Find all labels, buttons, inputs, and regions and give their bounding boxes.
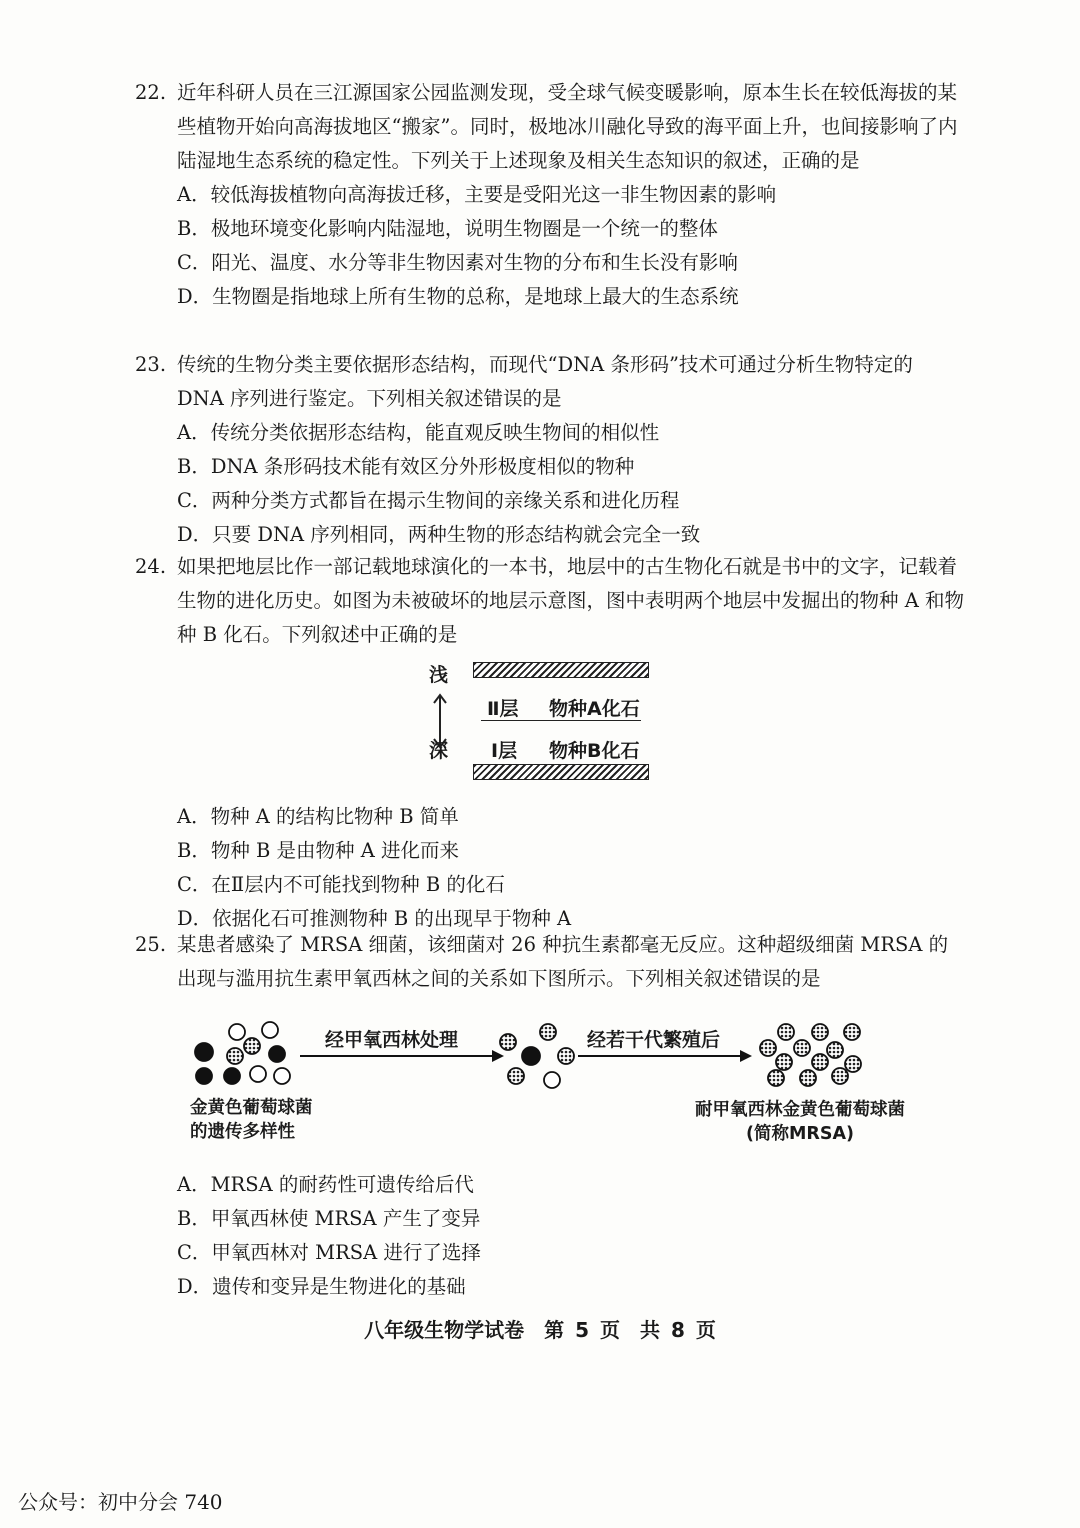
option-b: B．极地环境变化影响内陆湿地，说明生物圈是一个统一的整体 (177, 217, 718, 240)
question-stem (135, 550, 965, 652)
strata-figure (425, 656, 655, 784)
step-1-label: 经甲氧西林处理 (325, 1029, 459, 1051)
question-23 (135, 348, 965, 552)
option-d: D．生物圈是指地球上所有生物的总称，是地球上最大的生态系统 (177, 285, 739, 308)
arrow-2-head-icon (740, 1050, 752, 1062)
initial-population-icon (195, 1022, 290, 1084)
step-2-label: 经若干代繁殖后 (587, 1029, 721, 1051)
question-number: 23. (135, 353, 167, 376)
layer-1-fossil-label: 物种B化石 (549, 740, 640, 762)
option-c: C．两种分类方式都旨在揭示生物间的亲缘关系和进化历程 (177, 489, 680, 512)
right-caption-line-2: (简称MRSA) (745, 1124, 855, 1144)
shallow-label: 浅 (429, 664, 449, 686)
mrsa-population-icon (760, 1024, 861, 1086)
question-text: 如果把地层比作一部记载地球演化的一本书，地层中的古生物化石就是书中的文字，记载着生物的进化历史。如图为未被破坏的地层示意图，图中表明两个地层中发掘出的物种 A 和物种 B 化石。下列叙述中正确的是 (177, 555, 964, 646)
question-text: 近年科研人员在三江源国家公园监测发现，受全球气候变暖影响，原本生长在较低海拔的某些植物开始向高海拔地区“搬家”。同时，极地冰川融化导致的海平面上升，也间接影响了内陆湿地生态系统的稳定性。下列关于上述现象及相关生态知识的叙述，正确的是 (177, 81, 958, 172)
option-c: C．在Ⅱ层内不可能找到物种 B 的化石 (177, 873, 505, 896)
deep-label: 深 (429, 740, 449, 762)
option-c: C．甲氧西林对 MRSA 进行了选择 (177, 1241, 481, 1264)
layer-1-label: Ⅰ层 (491, 740, 518, 762)
option-d: D．遗传和变异是生物进化的基础 (177, 1275, 466, 1298)
arrow-1-head-icon (492, 1050, 504, 1062)
option-d: D．只要 DNA 序列相同，两种生物的形态结构就会完全一致 (177, 523, 701, 546)
question-stem (135, 76, 965, 178)
question-number: 25. (135, 933, 167, 956)
option-b: B．物种 B 是由物种 A 进化而来 (177, 839, 460, 862)
page-footer: 八年级生物学试卷 第 5 页 共 8 页 (364, 1318, 716, 1342)
layer-2-fossil-label: 物种A化石 (549, 698, 640, 720)
question-number: 22. (135, 81, 167, 104)
question-stem (135, 348, 965, 416)
option-b: B．甲氧西林使 MRSA 产生了变异 (177, 1207, 481, 1230)
top-rock-layer (473, 662, 649, 678)
option-b: B．DNA 条形码技术能有效区分外形极度相似的物种 (177, 455, 635, 478)
bacteria-diagram (180, 1018, 940, 1098)
question-22 (135, 76, 965, 314)
option-a: A．传统分类依据形态结构，能直观反映生物间的相似性 (177, 421, 660, 444)
question-number: 24. (135, 555, 167, 578)
option-a: A．较低海拔植物向高海拔迁移，主要是受阳光这一非生物因素的影响 (177, 183, 777, 206)
watermark-text: 公众号：初中分会 740 (18, 1490, 223, 1514)
layer-boundary (481, 720, 641, 721)
left-caption-line-1: 金黄色葡萄球菌 (190, 1098, 313, 1118)
option-a: A．物种 A 的结构比物种 B 简单 (177, 805, 459, 828)
surviving-population-icon (500, 1024, 574, 1088)
option-c: C．阳光、温度、水分等非生物因素对生物的分布和生长没有影响 (177, 251, 738, 274)
right-caption (680, 1098, 920, 1146)
left-caption-line-2: 的遗传多样性 (190, 1122, 295, 1142)
mrsa-figure (180, 1018, 940, 1148)
question-text: 某患者感染了 MRSA 细菌，该细菌对 26 种抗生素都毫无反应。这种超级细菌 MRSA 的出现与滥用抗生素甲氧西林之间的关系如下图所示。下列相关叙述错误的是 (177, 933, 949, 990)
option-a: A．MRSA 的耐药性可遗传给后代 (177, 1173, 474, 1196)
question-stem (135, 928, 965, 996)
option-d: D．依据化石可推测物种 B 的出现早于物种 A (177, 907, 572, 930)
left-caption (190, 1096, 313, 1144)
bottom-rock-layer (473, 764, 649, 780)
question-text: 传统的生物分类主要依据形态结构，而现代“DNA 条形码”技术可通过分析生物特定的 DNA 序列进行鉴定。下列相关叙述错误的是 (177, 353, 913, 410)
right-caption-line-1: 耐甲氧西林金黄色葡萄球菌 (695, 1100, 905, 1120)
layer-2-label: Ⅱ层 (487, 698, 519, 720)
